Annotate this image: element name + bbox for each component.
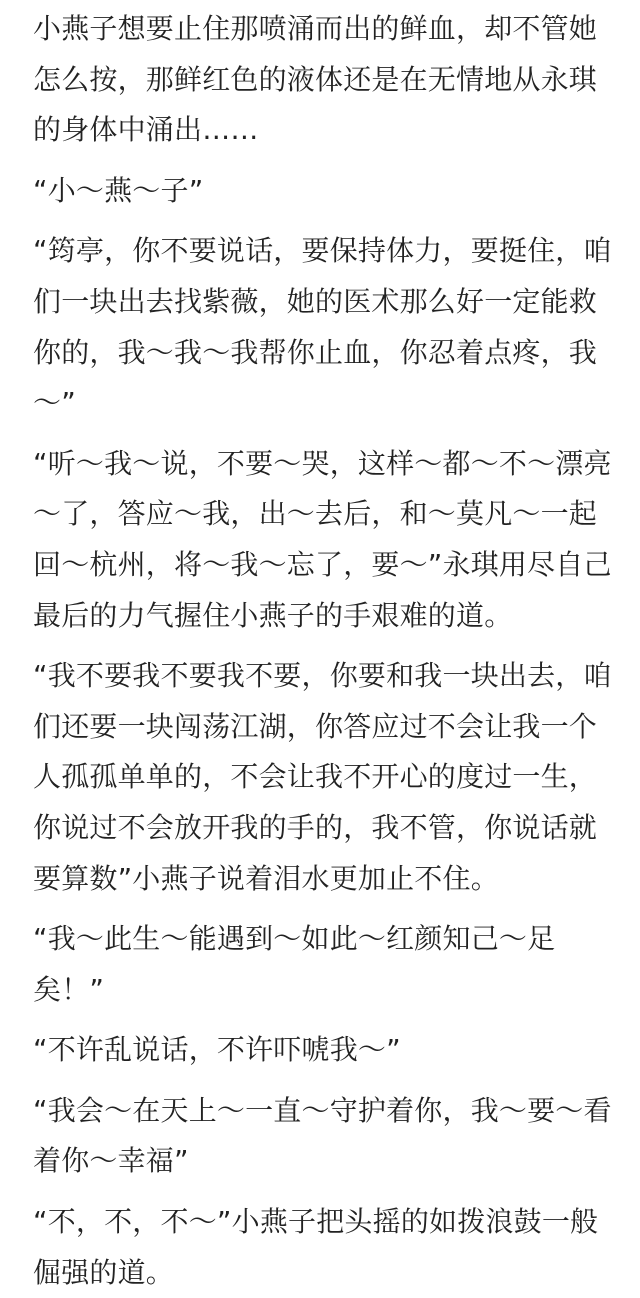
- paragraph-2: “小～燕～子”: [33, 173, 204, 207]
- paragraph-6: “我～此生～能遇到～如此～红颜知己～足矣！”: [33, 922, 556, 1006]
- paragraph-9: “不，不，不～”小燕子把头摇的如拨浪鼓一般倔强的道。: [33, 1205, 599, 1289]
- paragraph-7: “不许乱说话，不许吓唬我～”: [33, 1033, 401, 1067]
- paragraph-1: 小燕子想要止住那喷涌而出的鲜血，却不管她怎么按，那鲜红色的液体还是在无情地从永琪的身体中涌出……: [33, 12, 598, 147]
- paragraph-5: “我不要我不要我不要，你要和我一块出去，咱们还要一块闯荡江湖，你答应过不会让我一个人孤孤单单的，不会让我不开心的度过一生，你说过不会放开我的手的，我不管，你说话就要算数”小燕子说着泪水更加止不住。: [33, 659, 612, 895]
- paragraph-3: “筠亭，你不要说话，要保持体力，要挺住，咱们一块出去找紫薇，她的医术那么好一定能救你的，我～我～我帮你止血，你忍着点疼，我～”: [33, 234, 612, 420]
- paragraph-4: “听～我～说，不要～哭，这样～都～不～漂亮～了，答应～我，出～去后，和～莫凡～一起回～杭州，将～我～忘了，要～”永琪用尽自己最后的力气握住小燕子的手艰难的道。: [33, 446, 612, 632]
- paragraph-8: “我会～在天上～一直～守护着你，我～要～看着你～幸福”: [33, 1093, 612, 1178]
